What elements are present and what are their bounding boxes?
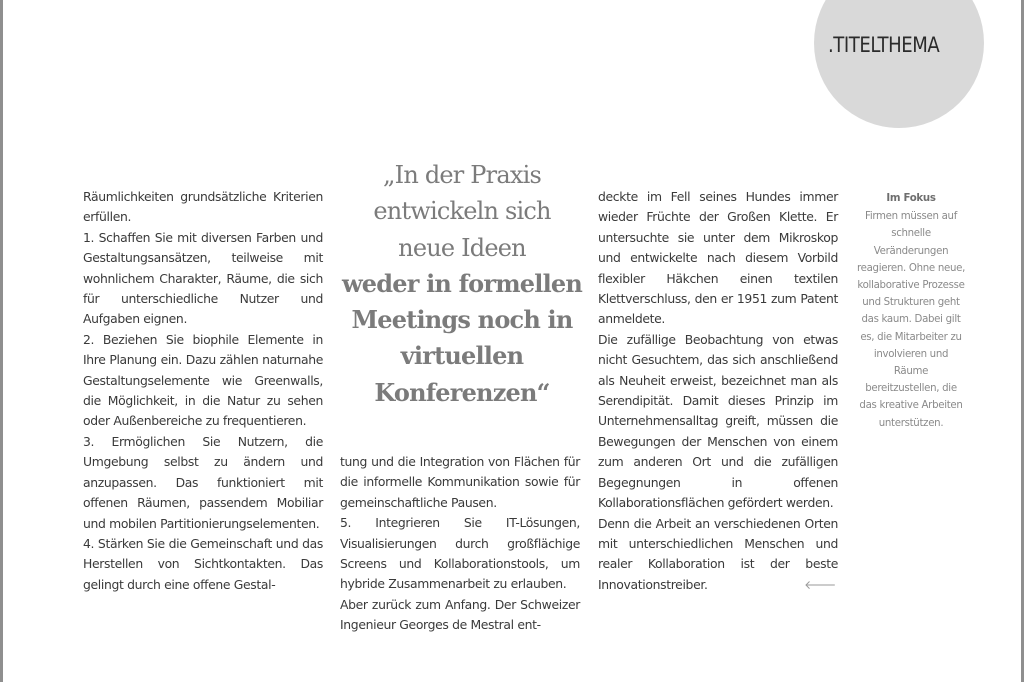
article-column-2 — [340, 452, 580, 636]
paragraph: Die zufällige Beobachtung von etwas nicht Gesuchtem, das sich anschließend als Neuheit erweist, bezeichnet man als Serendipität. Damit dieses Prinzip im Unternehmensalltag greift, müssen die Bewegungen der Menschen von einem zum anderen Ort und die zufälligen Begegnungen in offenen Kollaborationsflächen gefördert werden. — [598, 331, 838, 511]
paragraph: Aber zurück zum Anfang. Der Schweizer Ingenieur Georges de Mestral ent- — [340, 596, 580, 633]
paragraph: tung und die Integration von Flächen für die informelle Kommunikation sowie für gemeinschaftliche Pausen. — [340, 454, 580, 510]
list-item: 5. Integrieren Sie IT-Lösungen, Visualisierungen durch großflächige Screens und Kollaborationstools, um hybride Zusammenarbeit zu erlauben. — [340, 515, 580, 592]
sidebar-im-fokus — [856, 190, 966, 432]
list-item: 3. Ermöglichen Sie Nutzern, die Umgebung selbst zu ändern und anzupassen. Das funktioniert mit offenen Räumen, passendem Mobiliar und mobilen Partitionierungselementen. — [83, 433, 323, 531]
paragraph: Räumlichkeiten grundsätzliche Kriterien erfüllen. — [83, 189, 323, 225]
quote-line: „In der Praxis — [383, 161, 541, 189]
page-edge-left — [0, 0, 3, 682]
paragraph: deckte im Fell seines Hundes immer wieder Früchte der Großen Klette. Er untersuchte sie unter dem Mikroskop und entwickelte nach diesem Vorbild flexibler Häkchen einen textilen Klettverschluss, den er 1951 zum Patent anmeldete. — [598, 189, 838, 327]
quote-line-bold: virtuellen — [400, 341, 524, 371]
quote-line-bold: Konferenzen“ — [374, 377, 550, 407]
list-item: 1. Schaffen Sie mit diversen Farben und Gestaltungsansätzen, teilweise mit wohnlichem Charakter, Räume, die sich für unterschiedliche Nutzer und Aufgaben eignen. — [83, 229, 323, 327]
paragraph-text: Denn die Arbeit an verschiedenen Orten mit unterschiedlichen Menschen und realer Kollaboration ist der beste Innovationstreiber. — [598, 515, 838, 592]
section-label: .TITELTHEMA — [828, 33, 940, 57]
quote-line-bold: Meetings noch in — [351, 305, 573, 335]
quote-line: neue Ideen — [398, 233, 526, 262]
sidebar-text: Firmen müssen auf schnelle Veränderungen reagieren. Ohne neue, kollaborative Prozesse und Strukturen geht das kaum. Dabei gilt es, die Mitarbeiter zu involvieren und Räume bereitzustellen, die das kreative Arbeiten unterstützen. — [856, 211, 966, 429]
article-column-1 — [83, 187, 323, 595]
quote-line: entwickeln sich — [373, 197, 551, 226]
paragraph — [598, 514, 838, 596]
sidebar-title: Im Fokus — [886, 193, 936, 204]
section-circle — [814, 0, 984, 128]
quote-line-bold: weder in formellen — [341, 268, 583, 298]
list-item: 4. Stärken Sie die Gemeinschaft und das Herstellen von Sichtkontakten. Das gelingt durch eine offene Gestal- — [83, 535, 323, 592]
back-arrow-icon: 🡐 — [804, 577, 836, 592]
pull-quote — [336, 157, 588, 411]
list-item: 2. Beziehen Sie biophile Elemente in Ihre Planung ein. Dazu zählen naturnahe Gestaltungselemente wie Greenwalls, die Möglichkeit, in die Natur zu sehen oder Außenbereiche zu frequentieren. — [83, 331, 323, 429]
article-column-3 — [598, 187, 838, 595]
